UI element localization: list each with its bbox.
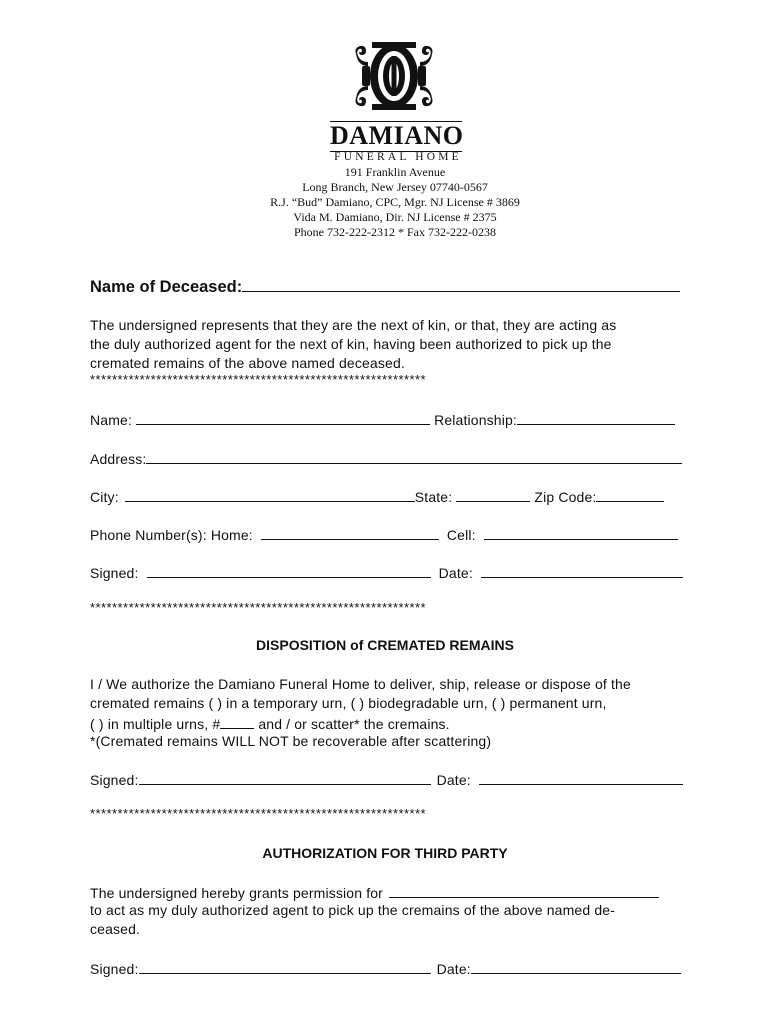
signed-row-3 xyxy=(90,959,681,977)
signed-row-1 xyxy=(90,563,683,581)
separator-3: ************************************************************* xyxy=(90,806,427,821)
intro-line-2: the duly authorized agent for the next of kin, having been authorized to pick up the xyxy=(90,336,612,352)
address-line-2: Long Branch, New Jersey 07740-0567 xyxy=(302,180,488,194)
third-party-signed-label: Signed: xyxy=(90,961,139,977)
address-label: Address: xyxy=(90,451,147,467)
brand-subtitle: FUNERAL HOME xyxy=(334,151,462,163)
state-field[interactable] xyxy=(456,487,530,502)
disposition-line-2: cremated remains ( ) in a temporary urn, ( ) biodegradable urn, ( ) permanent urn, xyxy=(90,695,607,711)
address-line-5: Phone 732-222-2312 * Fax 732-222-0238 xyxy=(294,225,496,239)
disposition-line-1: I / We authorize the Damiano Funeral Home to deliver, ship, release or dispose of the xyxy=(90,676,631,692)
name-row xyxy=(90,410,675,428)
disposition-signed-field[interactable] xyxy=(139,770,431,785)
letterhead xyxy=(0,0,770,250)
signed-row-2 xyxy=(90,770,683,788)
third-party-line-1 xyxy=(90,883,659,901)
third-party-line-2: to act as my duly authorized agent to pick up the cremains of the above named de- xyxy=(90,902,616,918)
date-field[interactable] xyxy=(481,563,683,578)
city-field[interactable] xyxy=(125,487,415,502)
state-label: State: xyxy=(414,489,453,505)
disposition-line-3-end: and / or scatter* the cremains. xyxy=(254,716,450,732)
disposition-date-field[interactable] xyxy=(479,770,683,785)
third-party-line-1-text: The undersigned hereby grants permission for xyxy=(90,885,383,901)
agent-name-field[interactable] xyxy=(389,883,659,898)
phone-row xyxy=(90,525,678,543)
address-row xyxy=(90,449,682,467)
cell-label: Cell: xyxy=(446,527,476,543)
third-party-line-3: ceased. xyxy=(90,921,141,937)
address-line-4: Vida M. Damiano, Dir. NJ License # 2375 xyxy=(293,210,497,224)
city-label: City: xyxy=(90,489,119,505)
address-line-1: 191 Franklin Avenue xyxy=(344,165,446,179)
separator-1: ************************************************************* xyxy=(90,372,427,387)
third-party-signed-field[interactable] xyxy=(139,959,431,974)
signed-field[interactable] xyxy=(147,563,431,578)
disposition-date-label: Date: xyxy=(436,772,471,788)
separator-2: ************************************************************* xyxy=(90,600,427,615)
name-label: Name: xyxy=(90,412,132,428)
signed-label: Signed: xyxy=(90,565,139,581)
cell-field[interactable] xyxy=(484,525,678,540)
name-field[interactable] xyxy=(136,410,430,425)
disposition-line-3 xyxy=(90,714,450,732)
address-line-3: R.J. “Bud” Damiano, CPC, Mgr. NJ License # 3869 xyxy=(270,195,520,209)
city-row xyxy=(90,487,664,505)
third-party-date-field[interactable] xyxy=(471,959,681,974)
disposition-signed-label: Signed: xyxy=(90,772,139,788)
phone-home-field[interactable] xyxy=(261,525,439,540)
disposition-note: *(Cremated remains WILL NOT be recoverable after scattering) xyxy=(90,733,492,749)
deceased-name-row xyxy=(90,277,680,297)
intro-line-3: cremated remains of the above named deceased. xyxy=(90,355,405,371)
deceased-name-field[interactable] xyxy=(242,277,680,292)
relationship-label: Relationship: xyxy=(434,412,517,428)
address-field[interactable] xyxy=(146,449,682,464)
third-party-heading: AUTHORIZATION FOR THIRD PARTY xyxy=(262,845,508,861)
zip-field[interactable] xyxy=(596,487,664,502)
zip-label: Zip Code: xyxy=(534,489,597,505)
urn-count-field[interactable] xyxy=(220,714,254,729)
disposition-heading: DISPOSITION of CREMATED REMAINS xyxy=(256,637,514,653)
damiano-monogram-logo xyxy=(352,40,436,112)
deceased-name-label: Name of Deceased: xyxy=(90,278,243,296)
disposition-line-3-start: ( ) in multiple urns, # xyxy=(90,716,221,732)
brand-name: DAMIANO xyxy=(330,121,464,150)
relationship-field[interactable] xyxy=(517,410,675,425)
date-label: Date: xyxy=(438,565,473,581)
intro-line-1: The undersigned represents that they are the next of kin, or that, they are acting as xyxy=(90,317,617,333)
phone-home-label: Phone Number(s): Home: xyxy=(90,527,253,543)
third-party-date-label: Date: xyxy=(436,961,471,977)
